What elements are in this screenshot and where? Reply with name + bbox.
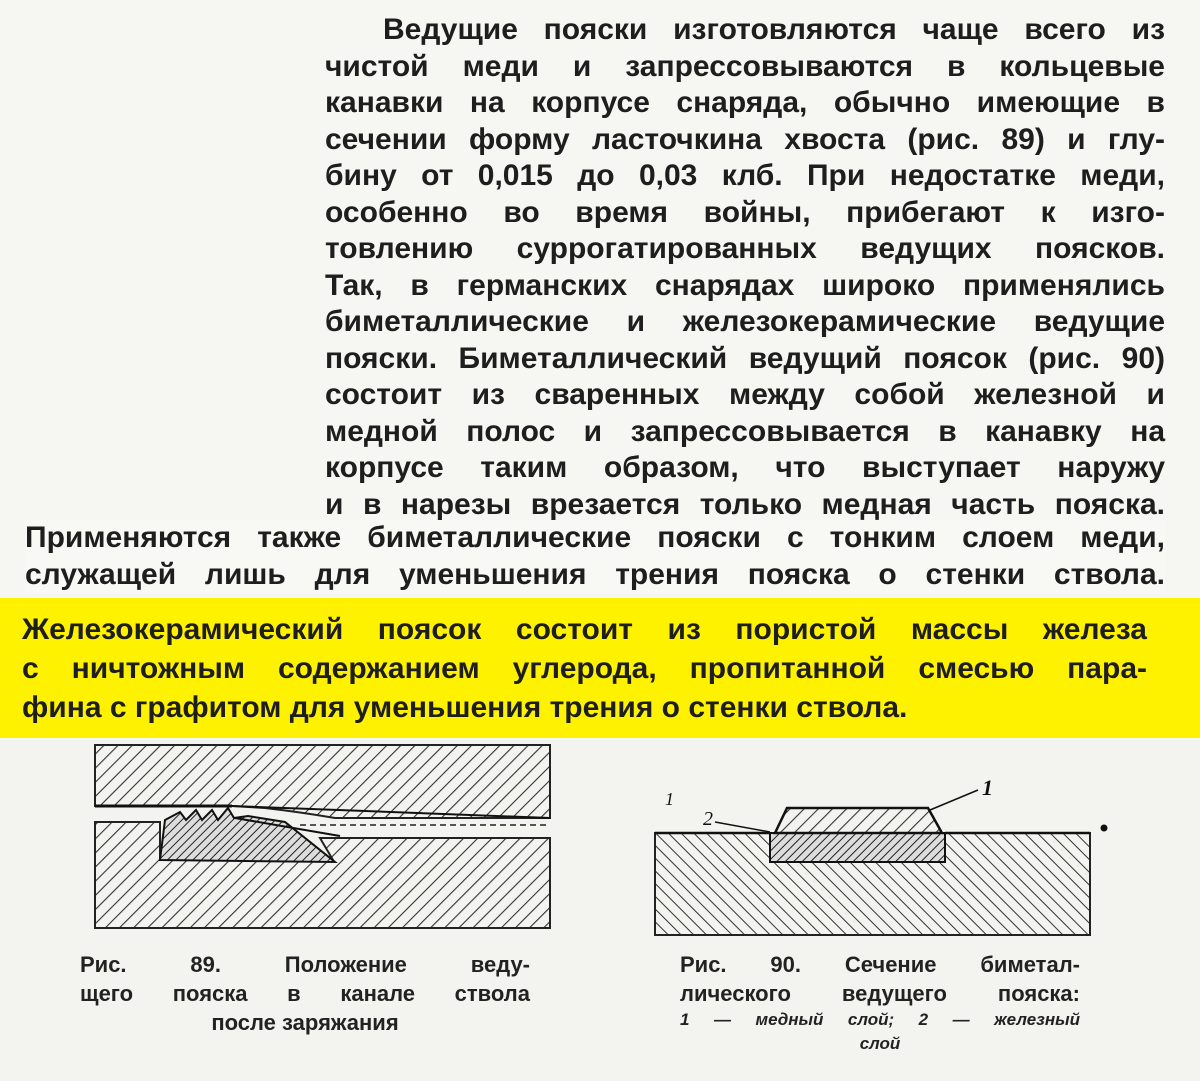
figure-90-label-1: 1 xyxy=(982,775,993,800)
legend-line: 1 — медный слой; 2 — железный xyxy=(680,1010,1080,1029)
highlighted-paragraph xyxy=(22,610,1147,727)
text-line: состоит из сваренных между собой железной и xyxy=(325,378,1165,411)
caption-line: Рис. 89. Положение веду- xyxy=(80,952,530,977)
highlighted-line: с ничтожным содержанием углерода, пропитанной смесью пара- xyxy=(22,652,1147,685)
caption-line: после заряжания xyxy=(211,1010,399,1035)
figure-90-caption xyxy=(680,950,1080,1056)
text-line: сечении форму ласточкина хвоста (рис. 89) и глу- xyxy=(325,122,1165,156)
text-line: канавки на корпусе снаряда, обычно имеющие в xyxy=(325,86,1165,119)
caption-line: щего пояска в канале ствола xyxy=(80,981,530,1006)
figure-89-drawing xyxy=(95,745,550,928)
text-line: товлению суррогатированных ведущих поясков. xyxy=(325,232,1165,265)
text-line: служащей лишь для уменьшения трения пояска о стенки ствола. xyxy=(25,557,1165,591)
text-line: пояски. Биметаллический ведущий поясок (рис. 90) xyxy=(325,341,1165,375)
caption-line: Рис. 90. Сечение биметал- xyxy=(680,952,1080,977)
paragraph-wide xyxy=(25,520,1165,593)
text-line: и в нарезы врезается только медная часть пояска. xyxy=(325,487,1165,521)
figure-90-drawing xyxy=(655,790,1108,935)
text-line: особенно во время войны, прибегают к изго- xyxy=(325,195,1165,229)
figure-90-label-2: 2 xyxy=(703,808,713,830)
highlighted-line: фина с графитом для уменьшения трения о стенки ствола. xyxy=(22,691,908,724)
paragraph-top xyxy=(325,12,1165,523)
text-line-underlined-values: бину от 0,015 до 0,03 клб. При недостатке меди, xyxy=(325,159,1165,192)
caption-line: лического ведущего пояска: xyxy=(680,981,1080,1006)
text-line-underlined-terms: биметаллические и железокерамические ведущие xyxy=(325,305,1165,338)
text-line: корпусе таким образом, что выступает наружу xyxy=(325,451,1165,484)
text-line: Так, в германских снарядах широко применялись xyxy=(325,268,1165,302)
figure-90-label-1-left: 1 xyxy=(665,789,674,809)
figure-89-caption xyxy=(80,950,530,1037)
highlighted-line: Железокерамический поясок состоит из пористой массы железа xyxy=(22,613,1147,646)
text-line: Ведущие пояски изготовляются чаще всего из xyxy=(383,13,1165,46)
text-line: чистой меди и запрессовываются в кольцевые xyxy=(325,49,1165,83)
text-line: Применяются также биметаллические пояски с тонким слоем меди, xyxy=(25,521,1165,554)
text-line: медной полос и запрессовывается в канавку на xyxy=(325,414,1165,448)
legend-line: слой xyxy=(859,1034,901,1053)
